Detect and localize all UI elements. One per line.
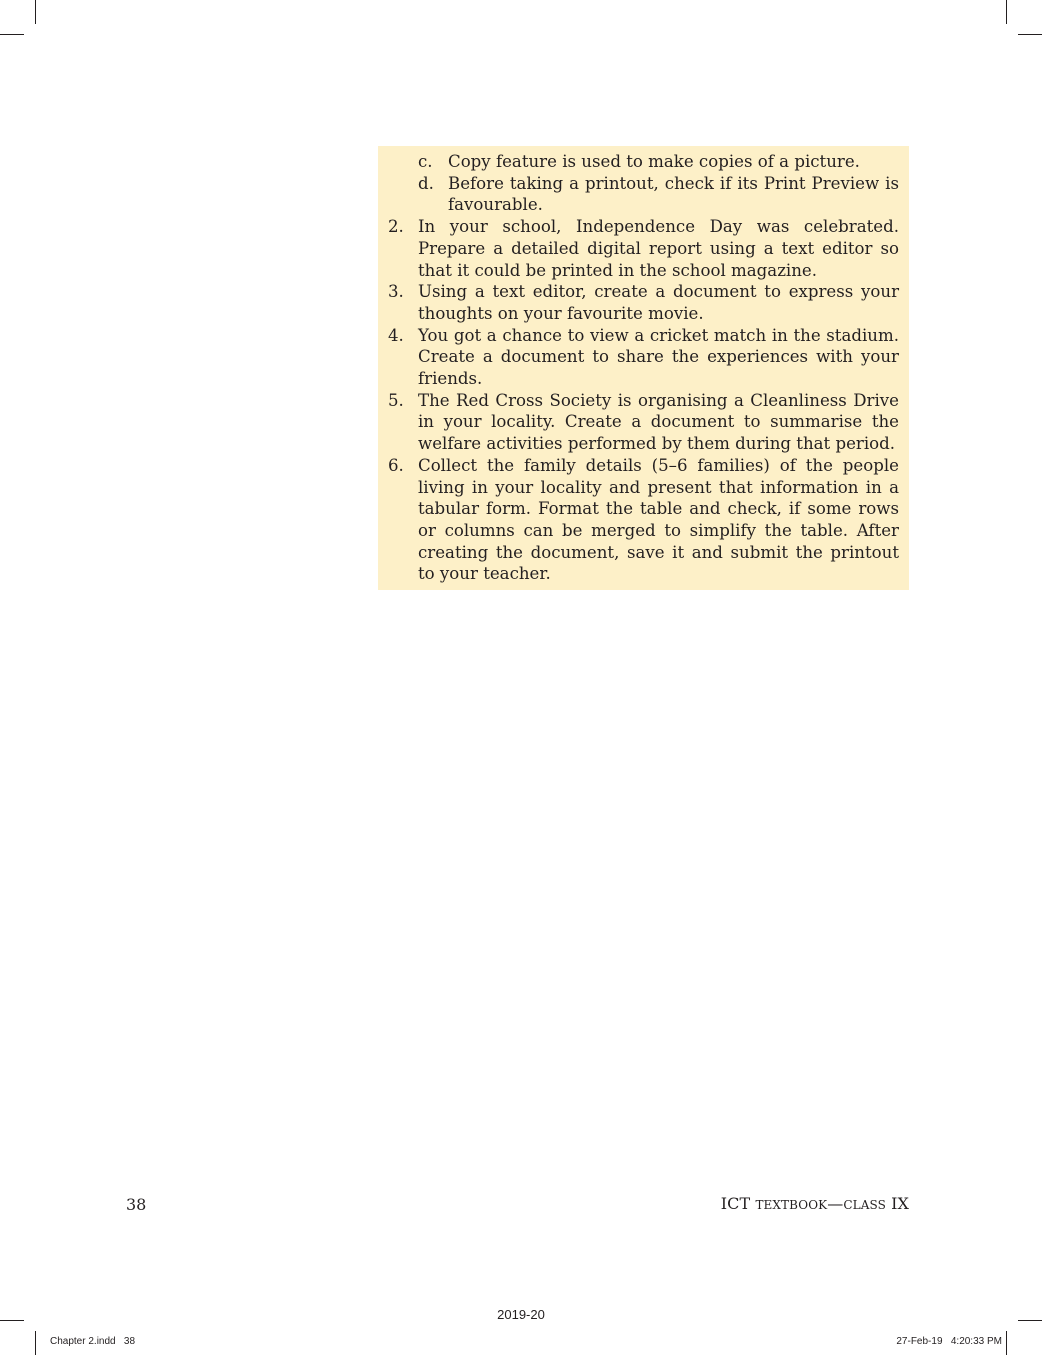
exercise-item-5 xyxy=(388,390,899,455)
crop-mark-bottom-left-vertical xyxy=(35,1331,36,1355)
item-number: 6. xyxy=(388,455,404,475)
book-textbook: TEXTBOOK xyxy=(755,1198,828,1212)
item-text: Collect the family details (5–6 families) of the people living in your locality and present that information in a tabular form. Format the table and check, if some rows or columns can be merged to simplify the table. After creating the document, save it and submit the printout to your teacher. xyxy=(418,455,899,584)
exercise-item-6 xyxy=(388,455,899,585)
print-slug-date: 27-Feb-19 4:20:33 PM xyxy=(896,1336,1002,1347)
crop-mark-top-right-vertical xyxy=(1006,0,1007,24)
crop-mark-top-left-horizontal xyxy=(0,34,24,35)
item-number: 4. xyxy=(388,325,404,345)
crop-mark-top-left-vertical xyxy=(35,0,36,24)
item-text: You got a chance to view a cricket match in the stadium. Create a document to share the experiences with your friends. xyxy=(418,325,899,389)
item-text: Copy feature is used to make copies of a picture. xyxy=(448,152,860,171)
exercise-item-2 xyxy=(388,216,899,281)
exercise-item-4 xyxy=(388,325,899,390)
footer-dash: — xyxy=(827,1194,844,1213)
crop-mark-bottom-right-vertical xyxy=(1006,1331,1007,1355)
page-number: 38 xyxy=(126,1195,147,1214)
item-number: c. xyxy=(418,152,433,171)
item-number: 2. xyxy=(388,217,404,237)
running-footer xyxy=(721,1194,909,1213)
exercise-item-3 xyxy=(388,281,899,324)
item-text: The Red Cross Society is organising a Cleanliness Drive in your locality. Create a document to summarise the welfare activities performed by them during that period. xyxy=(418,390,899,454)
print-slug-file: Chapter 2.indd 38 xyxy=(50,1336,136,1347)
class-number: IX xyxy=(891,1194,909,1213)
exercise-box xyxy=(378,146,909,590)
crop-mark-top-right-horizontal xyxy=(1018,34,1042,35)
item-text: In your school, Independence Day was celebrated. Prepare a detailed digital report using a text editor so that it could be printed in the school magazine. xyxy=(418,217,899,280)
item-text: Before taking a printout, check if its Print Preview is favourable. xyxy=(448,173,899,215)
item-text: Using a text editor, create a document to express your thoughts on your favourite movie. xyxy=(418,282,899,323)
exercise-item-c xyxy=(388,151,899,173)
academic-year: 2019-20 xyxy=(497,1307,545,1322)
exercise-item-d xyxy=(388,173,899,216)
book-title: ICT xyxy=(720,1194,751,1213)
item-number: 3. xyxy=(388,282,404,302)
item-number: d. xyxy=(418,173,434,193)
item-number: 5. xyxy=(388,390,404,410)
exercise-list xyxy=(388,151,899,585)
class-label: CLASS xyxy=(843,1198,886,1212)
